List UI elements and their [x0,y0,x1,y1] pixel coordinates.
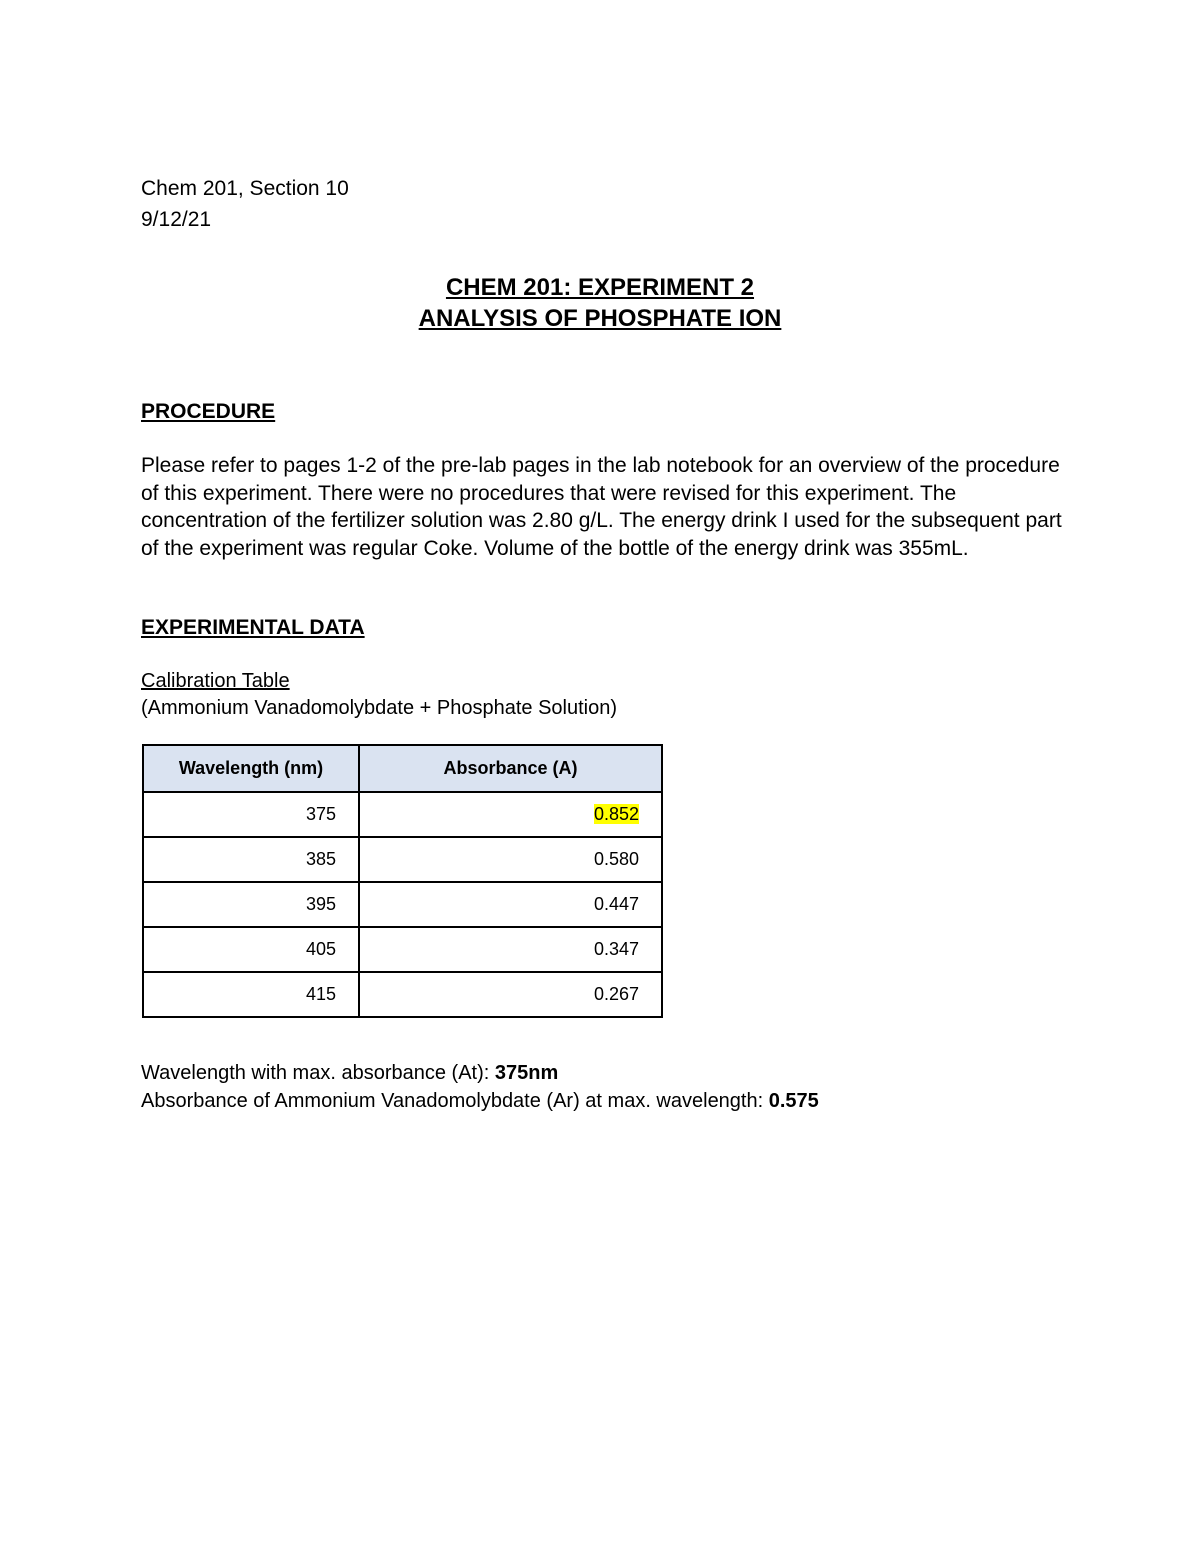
document-title [0,272,1200,334]
table-caption [141,668,617,722]
experimental-data-heading: EXPERIMENTAL DATA [141,616,365,639]
wavelength-cell: 385 [143,837,359,882]
table-row [143,792,662,837]
results-block [141,1059,819,1115]
date: 9/12/21 [141,208,212,231]
column-header-wavelength: Wavelength (nm) [143,745,359,792]
wavelength-cell: 375 [143,792,359,837]
table-subtitle: (Ammonium Vanadomolybdate + Phosphate Solution) [141,697,618,719]
table-row [143,972,662,1017]
procedure-paragraph: Please refer to pages 1-2 of the pre-lab pages in the lab notebook for an overview of the procedure of this experiment. There were no procedures that were revised for this experiment. The concentration of the fertilizer solution was 2.80 g/L. The energy drink I used for the subsequent part of the experiment was regular Coke. Volume of the bottle of the energy drink was 355mL. [141,454,1062,560]
table-row [143,882,662,927]
reagent-absorbance-value: 0.575 [768,1090,819,1112]
column-header-absorbance: Absorbance (A) [359,745,662,792]
max-wavelength-line [141,1059,819,1087]
table-row [143,927,662,972]
absorbance-cell: 0.267 [359,972,662,1017]
calibration-table [142,744,663,1018]
absorbance-cell: 0.580 [359,837,662,882]
table-row [143,837,662,882]
max-wavelength-value: 375nm [494,1062,559,1084]
reagent-absorbance-line [141,1087,819,1115]
absorbance-cell [359,792,662,837]
max-wavelength-label: Wavelength with max. absorbance (At): [141,1062,495,1084]
reagent-absorbance-label: Absorbance of Ammonium Vanadomolybdate (Ar) at max. wavelength: [141,1090,769,1112]
absorbance-cell: 0.347 [359,927,662,972]
highlighted-absorbance: 0.852 [593,804,639,824]
wavelength-cell: 395 [143,882,359,927]
table-header-row [143,745,662,792]
header-block [141,173,349,235]
absorbance-cell: 0.447 [359,882,662,927]
title-line-1: CHEM 201: EXPERIMENT 2 [445,274,755,301]
wavelength-cell: 405 [143,927,359,972]
table-name: Calibration Table [141,670,290,692]
title-line-2: ANALYSIS OF PHOSPHATE ION [418,305,782,332]
course-line: Chem 201, Section 10 [141,177,349,200]
procedure-heading: PROCEDURE [141,400,276,423]
wavelength-cell: 415 [143,972,359,1017]
